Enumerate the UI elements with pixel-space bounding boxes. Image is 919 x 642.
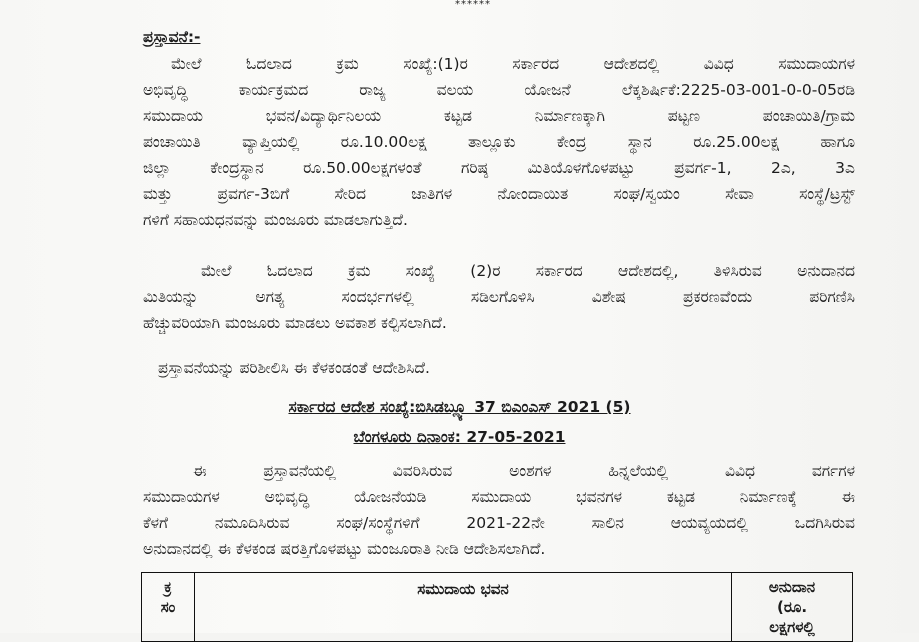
- paragraph-1-line: ಮೇಲೆ ಓದಲಾದ ಕ್ರಮ ಸಂಖ್ಯೆ:(1)ರ ಸರ್ಕಾರದ ಆದೇಶದಲ್ಲಿ ವಿವಿಧ ಸಮುದಾಯಗಳ: [171, 55, 855, 73]
- grant-table: [141, 572, 853, 642]
- paragraph-3: [158, 355, 855, 381]
- community-hall-header-text: ಸಮುದಾಯ ಭವನ: [417, 580, 509, 598]
- grant-table-header-row: [142, 573, 853, 642]
- paragraph-1-line: ಸಮುದಾಯ ಭವನ/ವಿದ್ಯಾರ್ಥಿನಿಲಯ ಕಟ್ಟಡ ನಿರ್ಮಾಣಕ್ಕಾಗಿ ಪಟ್ಟಣ ಪಂಚಾಯಿತಿ/ಗ್ರಾಮ: [143, 107, 855, 125]
- preamble-heading: ಪ್ರಸ್ತಾವನೆ:-: [143, 28, 201, 46]
- order-number-title: ಸರ್ಕಾರದ ಆದೇಶ ಸಂಖ್ಯೆ:ಬಿಸಿಡಬ್ಲ್ಯೂ 37 ಬಿಎಂಎಸ್ 2021 (5): [288, 398, 631, 416]
- paragraph-1-line: ಮತ್ತು ಪ್ರವರ್ಗ-3ಬಿಗೆ ಸೇರಿದ ಜಾತಿಗಳ ನೋಂದಾಯಿತ ಸಂಘ/ಸ್ವಯಂ ಸೇವಾ ಸಂಸ್ಥೆ/ಟ್ರಸ್ಟ್: [143, 185, 855, 203]
- paragraph-3-line: ಪ್ರಸ್ತಾವನೆಯನ್ನು ಪರಿಶೀಲಿಸಿ ಈ ಕೆಳಕಂಡಂತೆ ಆದೇಶಿಸಿದೆ.: [158, 359, 430, 377]
- paragraph-4-line: ಈ ಪ್ರಸ್ತಾವನೆಯಲ್ಲಿ ವಿವರಿಸಿರುವ ಅಂಶಗಳ ಹಿನ್ನಲೆಯಲ್ಲಿ ವಿವಿಧ ವರ್ಗಗಳ: [193, 462, 855, 480]
- grant-amount-header: [732, 573, 853, 642]
- serial-number-header: [142, 573, 195, 642]
- paragraph-4-line: ಸಮುದಾಯಗಳ ಅಭಿವೃದ್ಧಿ ಯೋಜನೆಯಡಿ ಸಮುದಾಯ ಭವನಗಳ ಕಟ್ಟಡ ನಿರ್ಮಾಣಕ್ಕೆ ಈ: [143, 488, 855, 506]
- grant-amount-header-line: ಅನುದಾನ: [768, 578, 816, 596]
- community-hall-header: [195, 573, 732, 642]
- paragraph-4-line: ಕೆಳಗೆ ನಮೂದಿಸಿರುವ ಸಂಘ/ಸಂಸ್ಥೆಗಳಿಗೆ 2021-22ನೇ ಸಾಲಿನ ಆಯವ್ಯಯದಲ್ಲಿ ಒದಗಿಸಿರುವ: [143, 514, 855, 532]
- paragraph-4: [143, 458, 855, 562]
- paragraph-2-line: ಮೇಲೆ ಓದಲಾದ ಕ್ರಮ ಸಂಖ್ಯೆ (2)ರ ಸರ್ಕಾರದ ಆದೇಶದಲ್ಲಿ, ತಿಳಿಸಿರುವ ಅನುದಾನದ: [201, 262, 855, 280]
- order-date-title: ಬೆಂಗಳೂರು ದಿನಾಂಕ: 27-05-2021: [353, 428, 566, 446]
- grant-amount-header-line: (ರೂ.: [776, 598, 808, 616]
- separator-stars: ******: [455, 0, 491, 10]
- paragraph-2-line: ಹೆಚ್ಚುವರಿಯಾಗಿ ಮಂಜೂರು ಮಾಡಲು ಅವಕಾಶ ಕಲ್ಪಿಸಲಾಗಿದೆ.: [143, 314, 447, 332]
- grant-amount-header-line: ಲಕ್ಷಗಳಲ್ಲಿ: [769, 618, 815, 636]
- paragraph-1-line: ಜಿಲ್ಲಾ ಕೇಂದ್ರಸ್ಥಾನ ರೂ.50.00ಲಕ್ಷಗಳಂತೆ ಗರಿಷ್ಠ ಮಿತಿಯೊಳಗೊಳಪಟ್ಟು ಪ್ರವರ್ಗ-1, 2ಎ, 3ಎ: [143, 159, 855, 177]
- paragraph-1: [143, 51, 855, 233]
- paragraph-2: [143, 258, 855, 336]
- paragraph-1-line: ಅಭಿವೃದ್ಧಿ ಕಾರ್ಯಕ್ರಮದ ರಾಜ್ಯ ವಲಯ ಯೋಜನೆ ಲೆಕ್ಕಶಿರ್ಷಿಕೆ:2225-03-001-0-0-05ರಡಿ: [143, 81, 855, 99]
- paragraph-1-line: ಪಂಚಾಯಿತಿ ವ್ಯಾಪ್ತಿಯಲ್ಲಿ ರೂ.10.00ಲಕ್ಷ ತಾಲ್ಲೂಕು ಕೇಂದ್ರ ಸ್ಥಾನ ರೂ.25.00ಲಕ್ಷ ಹಾಗೂ: [143, 133, 855, 151]
- paragraph-2-line: ಮಿತಿಯನ್ನು ಅಗತ್ಯ ಸಂದರ್ಭಗಳಲ್ಲಿ ಸಡಿಲಗೊಳಿಸಿ ವಿಶೇಷ ಪ್ರಕರಣವೆಂದು ಪರಿಗಣಿಸಿ: [143, 288, 855, 306]
- serial-number-header-line: ಸಂ: [160, 598, 176, 616]
- paragraph-4-line: ಅನುದಾನದಲ್ಲಿ ಈ ಕೆಳಕಂಡ ಷರತ್ತಿಗೊಳಪಟ್ಟು ಮಂಜೂರಾತಿ ನೀಡಿ ಆದೇಶಿಸಲಾಗಿದೆ.: [143, 540, 546, 558]
- paragraph-1-line: ಗಳಿಗೆ ಸಹಾಯಧನವನ್ನು ಮಂಜೂರು ಮಾಡಲಾಗುತ್ತಿದೆ.: [143, 211, 408, 229]
- serial-number-header-line: ಕ್ರ: [164, 578, 172, 596]
